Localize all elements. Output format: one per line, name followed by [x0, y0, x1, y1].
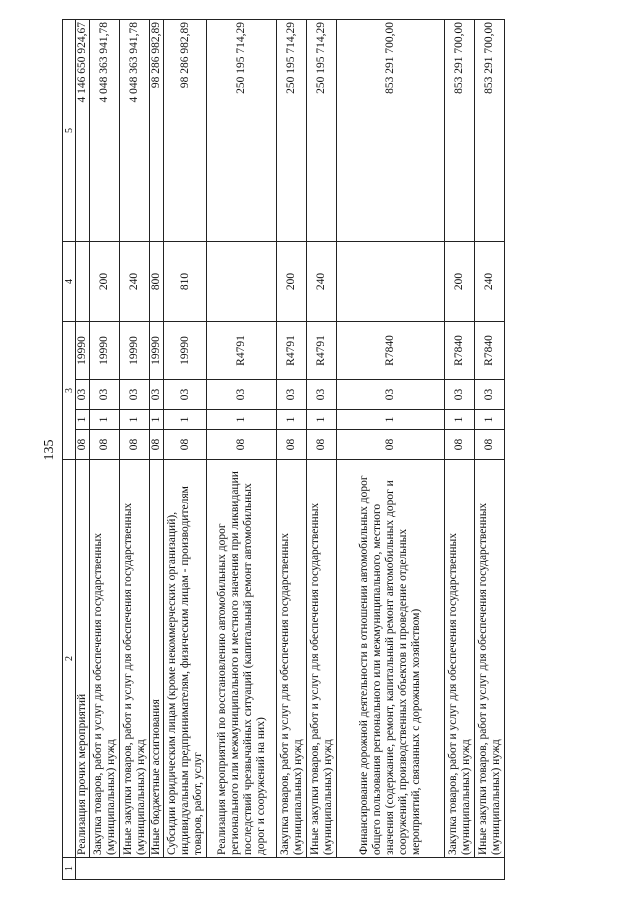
- amount: 4 048 363 941,78: [120, 20, 150, 242]
- amount: 4 146 650 924,67: [76, 20, 90, 242]
- expense-type: 810: [164, 242, 207, 322]
- row-name: Закупка товаров, работ и услуг для обеспечения государственных (муниципальных) нужд: [90, 460, 120, 858]
- code-a: 08: [207, 430, 277, 460]
- table-row: [76, 20, 90, 880]
- code-a: 08: [445, 430, 475, 460]
- row-name: Иные закупки товаров, работ и услуг для обеспечения государственных (муниципальных) нужд: [307, 460, 337, 858]
- expense-type: 240: [307, 242, 337, 322]
- code-d: 19990: [90, 322, 120, 380]
- header-col-2: 2: [63, 460, 76, 858]
- amount: 98 286 982,89: [150, 20, 164, 242]
- code-b: 1: [307, 410, 337, 430]
- table-row: [445, 20, 475, 880]
- code-a: 08: [76, 430, 90, 460]
- code-b: 1: [164, 410, 207, 430]
- code-b: 1: [475, 410, 505, 430]
- amount: 250 195 714,29: [207, 20, 277, 242]
- code-b: 1: [445, 410, 475, 430]
- code-d: R4791: [207, 322, 277, 380]
- row-name: Иные закупки товаров, работ и услуг для обеспечения государственных (муниципальных) нужд: [475, 460, 505, 858]
- code-d: R7840: [445, 322, 475, 380]
- table-row: [150, 20, 164, 880]
- row-name: Иные закупки товаров, работ и услуг для обеспечения государственных (муниципальных) нужд: [120, 460, 150, 858]
- table-row: [207, 20, 277, 880]
- amount: 250 195 714,29: [307, 20, 337, 242]
- row-name: Иные бюджетные ассигнования: [150, 460, 164, 858]
- code-d: 19990: [120, 322, 150, 380]
- code-c: 03: [164, 380, 207, 410]
- code-a: 08: [120, 430, 150, 460]
- table-row: [337, 20, 445, 880]
- expense-type: [337, 242, 445, 322]
- code-a: 08: [90, 430, 120, 460]
- budget-table: [62, 19, 505, 880]
- code-d: R4791: [307, 322, 337, 380]
- code-d: 19990: [76, 322, 90, 380]
- table-row: [307, 20, 337, 880]
- code-b: 1: [277, 410, 307, 430]
- code-b: 1: [207, 410, 277, 430]
- amount: 250 195 714,29: [277, 20, 307, 242]
- page-number: 135: [42, 439, 57, 461]
- code-a: 08: [337, 430, 445, 460]
- table-row: [120, 20, 150, 880]
- code-b: 1: [150, 410, 164, 430]
- code-b: 1: [120, 410, 150, 430]
- row-name: Субсидии юридическим лицам (кроме некоммерческих организаций), индивидуальным предпринимателям, физическим лицам - производителям товаров, работ, услуг: [164, 460, 207, 858]
- code-c: 03: [277, 380, 307, 410]
- row-name: Финансирование дорожной деятельности в отношении автомобильных дорог общего пользования регионального или межмуниципального, местного значения (содержание, ремонт, капитальный ремонт автомобильных дорог и сооружений, производственных объектов и проведение отдельных мероприятий, связанных с дорожным хозяйством): [337, 460, 445, 858]
- amount: 853 291 700,00: [475, 20, 505, 242]
- amount: 853 291 700,00: [445, 20, 475, 242]
- row-name: Закупка товаров, работ и услуг для обеспечения государственных (муниципальных) нужд: [277, 460, 307, 858]
- code-b: 1: [76, 410, 90, 430]
- code-b: 1: [90, 410, 120, 430]
- table-row: [475, 20, 505, 880]
- code-c: 03: [90, 380, 120, 410]
- column-1-cell: [76, 858, 505, 880]
- row-name: Реализация прочих мероприятий: [76, 460, 90, 858]
- table-row: [90, 20, 120, 880]
- code-c: 03: [445, 380, 475, 410]
- code-a: 08: [475, 430, 505, 460]
- row-name: Закупка товаров, работ и услуг для обеспечения государственных (муниципальных) нужд: [445, 460, 475, 858]
- table-row: [277, 20, 307, 880]
- code-c: 03: [337, 380, 445, 410]
- code-b: 1: [337, 410, 445, 430]
- code-d: R4791: [277, 322, 307, 380]
- code-c: 03: [150, 380, 164, 410]
- expense-type: [207, 242, 277, 322]
- code-a: 08: [150, 430, 164, 460]
- header-row: [63, 20, 76, 880]
- header-col-5: 5: [63, 20, 76, 242]
- code-c: 03: [207, 380, 277, 410]
- expense-type: 240: [475, 242, 505, 322]
- expense-type: 240: [120, 242, 150, 322]
- code-c: 03: [120, 380, 150, 410]
- row-name: Реализация мероприятий по восстановлению автомобильных дорог регионального или межмуниципального и местного значения при ликвидации последствий чрезвычайных ситуаций (капитальный ремонт автомобильных дорог и сооружений на них): [207, 460, 277, 858]
- header-col-3: 3: [63, 322, 76, 460]
- code-a: 08: [277, 430, 307, 460]
- code-d: 19990: [164, 322, 207, 380]
- expense-type: 200: [445, 242, 475, 322]
- expense-type: 200: [90, 242, 120, 322]
- table-row: [164, 20, 207, 880]
- rotated-page-content: [40, 20, 600, 880]
- amount: 98 286 982,89: [164, 20, 207, 242]
- code-a: 08: [307, 430, 337, 460]
- code-a: 08: [164, 430, 207, 460]
- code-c: 03: [76, 380, 90, 410]
- code-d: R7840: [337, 322, 445, 380]
- expense-type: 800: [150, 242, 164, 322]
- header-col-4: 4: [63, 242, 76, 322]
- amount: 853 291 700,00: [337, 20, 445, 242]
- header-col-1: 1: [63, 858, 76, 880]
- code-c: 03: [475, 380, 505, 410]
- code-d: R7840: [475, 322, 505, 380]
- expense-type: [76, 242, 90, 322]
- code-d: 19990: [150, 322, 164, 380]
- amount: 4 048 363 941,78: [90, 20, 120, 242]
- expense-type: 200: [277, 242, 307, 322]
- code-c: 03: [307, 380, 337, 410]
